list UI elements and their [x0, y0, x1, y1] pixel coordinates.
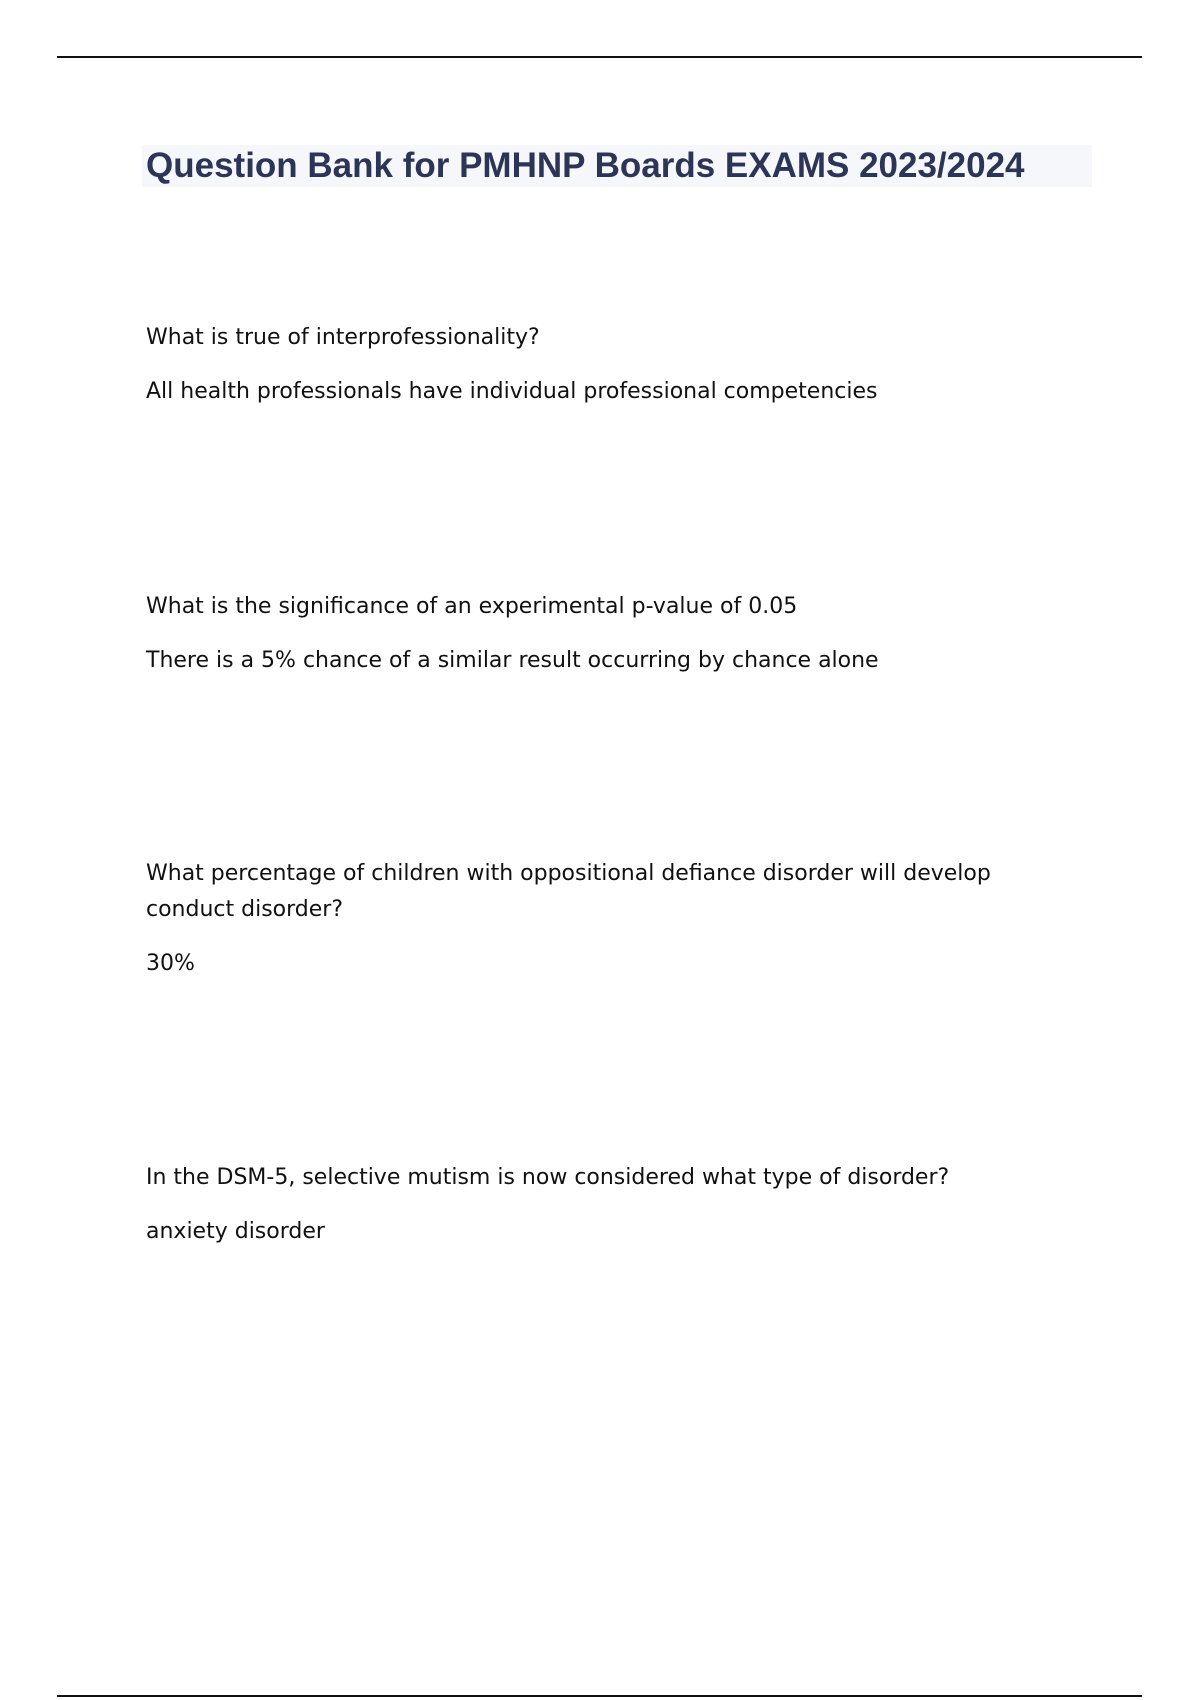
question-text: What is true of interprofessionality? [146, 325, 540, 350]
question-text: What percentage of children with oppositional defiance disorder will develop conduct disorder? [146, 861, 991, 922]
answer-text: All health professionals have individual professional competencies [146, 379, 878, 404]
top-rule [57, 56, 1142, 58]
qa-item [146, 1160, 1046, 1250]
qa-item [146, 320, 1046, 410]
answer-text: 30% [146, 951, 195, 976]
page-title: Question Bank for PMHNP Boards EXAMS 2023/2024 [146, 146, 1025, 185]
answer-text: anxiety disorder [146, 1219, 325, 1244]
qa-item [146, 856, 1046, 982]
bottom-rule [57, 1695, 1142, 1697]
qa-item [146, 589, 1046, 679]
answer-text: There is a 5% chance of a similar result occurring by chance alone [146, 648, 879, 673]
question-text: In the DSM-5, selective mutism is now considered what type of disorder? [146, 1165, 950, 1190]
question-text: What is the significance of an experimental p-value of 0.05 [146, 594, 798, 619]
